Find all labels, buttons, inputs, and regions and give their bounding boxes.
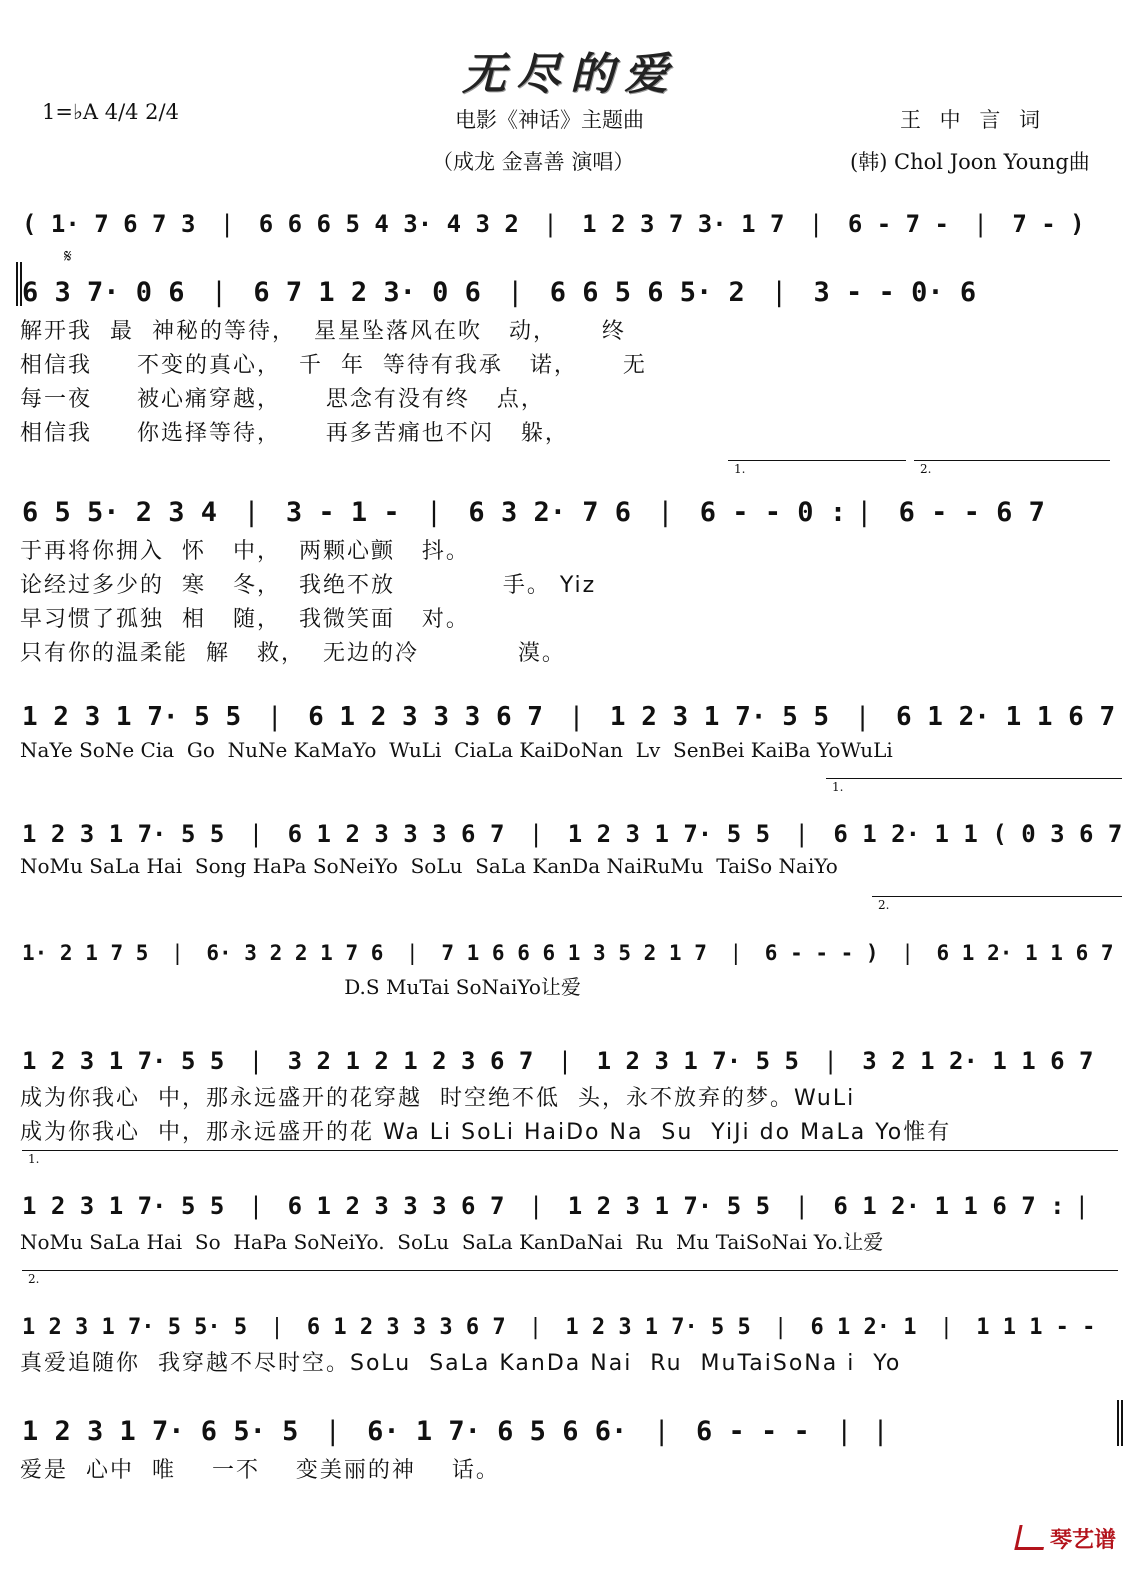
barline: | [528, 1192, 544, 1220]
barline: | [243, 497, 260, 528]
measure-notes: ( 1· 7 6 7 3 [22, 210, 210, 238]
barline: | [568, 702, 585, 732]
volta-label: 1. [832, 780, 844, 794]
barline: | [324, 1416, 341, 1447]
volta-label: 2. [878, 898, 890, 912]
volta-label: 1. [734, 462, 746, 476]
barline: | [1074, 1192, 1090, 1220]
volta-bracket [914, 460, 1110, 461]
barline: | [939, 1315, 953, 1340]
measure-notes: 6 3 7· 0 6 [22, 277, 201, 308]
volta-bracket [22, 1150, 1118, 1151]
logo-icon [1014, 1525, 1048, 1550]
lyric-line: 成为你我心 中，那永远盛开的花穿越 时空绝不低 头，永不放弃的梦。WuLi [20, 1086, 856, 1111]
barline: | [270, 1315, 284, 1340]
barline: | [171, 941, 184, 965]
measure-notes: 7 - ) [997, 210, 1085, 238]
volta-bracket [22, 1270, 1118, 1271]
measure-notes: 1 2 3 1 7· 5 5 [594, 702, 845, 732]
notation-row [22, 1035, 1118, 1075]
barline: | [653, 1416, 670, 1447]
measure-notes: 6 1 2· 1 1 6 7 : [818, 1192, 1065, 1220]
measure-notes: 1 2 3 1 7· 5 5· 5 [22, 1315, 261, 1340]
lyric-line: 每一夜 被心痛穿越， 思念有没有终 点， [20, 387, 545, 412]
measure-notes: 6· 3 2 2 1 7 6 [193, 941, 397, 965]
notation-row [22, 808, 1123, 848]
barline: | [657, 497, 674, 528]
lyric-line: 早习惯了孤独 相 随， 我微笑面 对。 [20, 607, 470, 632]
measure-notes: 1 2 3 1 7· 5 5 [22, 1192, 239, 1220]
measure-notes: 1 2 3 1 7· 5 5 [553, 1192, 785, 1220]
notation-row [22, 488, 1118, 528]
lyric-line: 真爱追随你 我穿越不尽时空。SoLu SaLa KanDa Nai Ru MuTaiSoNa i Yo [20, 1351, 902, 1376]
measure-notes: 6 7 1 2 3· 0 6 [237, 277, 498, 308]
measure-notes: 1 2 3 1 7· 5 5 [22, 702, 257, 732]
watermark-logo [1017, 1523, 1116, 1554]
segno-icon: 𝄋 [64, 246, 72, 267]
notation-row [22, 1407, 1118, 1447]
measure-notes: 1 2 3 1 7· 6 5· 5 [22, 1416, 315, 1447]
lyricist: 王 中 言 词 [900, 108, 1047, 132]
barline: | [248, 1047, 264, 1075]
barline: | [729, 941, 743, 965]
measure-notes: 1 2 3 7 3· 1 7 [567, 210, 799, 238]
barline: | [425, 497, 443, 528]
barline: | [794, 820, 809, 848]
volta-bracket [728, 460, 906, 461]
notation-row [22, 198, 1118, 238]
measure-notes: 6 1 2· 1 1 ( 0 3 6 7 [818, 820, 1123, 848]
barline: | [507, 277, 524, 308]
lyric-line: NaYe SoNe Cia Go NuNe KaMaYo WuLi CiaLa KaiDoNan Lv SenBei KaiBa YoWuLi [20, 738, 893, 762]
measure-notes: 3 - - 0· 6 [797, 277, 977, 308]
measure-notes: 6 1 2· 1 1 6 7 [880, 702, 1116, 732]
singers: （成龙 金喜善 演唱） [432, 150, 635, 174]
lyric-line: 解开我 最 神秘的等待， 星星坠落风在吹 动， 终 [20, 319, 626, 344]
measure-notes: 1 2 3 1 7· 5 5 [582, 1047, 814, 1075]
measure-notes: 6 1 2· 1 [797, 1315, 930, 1340]
measure-notes: 6 - - - [679, 1416, 827, 1447]
volta-bracket [826, 778, 1122, 779]
composer: (韩) Chol Joon Young曲 [850, 150, 1090, 174]
measure-notes: 1 2 3 1 7· 5 5 [22, 1047, 239, 1075]
lyric-line: 成为你我心 中，那永远盛开的花 Wa Li SoLi HaiDo Na Su YiJi do MaLa Yo惟有 [20, 1120, 952, 1145]
barline: | [856, 497, 873, 528]
measure-notes: 6 1 2 3 3 3 6 7 [273, 1192, 519, 1220]
barline: | [771, 277, 788, 308]
volta-label: 2. [920, 462, 932, 476]
measure-notes: 6 3 2· 7 6 [452, 497, 648, 528]
notation-row [22, 1180, 1118, 1220]
measure-notes: 3 - 1 - [269, 497, 416, 528]
barline: | [872, 1416, 889, 1447]
volta-bracket [872, 896, 1122, 897]
lyric-line: 相信我 不变的真心， 千 年 等待有我承 诺， 无 [20, 353, 647, 378]
barline: | [219, 210, 235, 238]
lyric-line: 论经过多少的 寒 冬， 我绝不放 手。 Yiz [20, 573, 597, 598]
measure-notes: 6· 1 7· 6 5 6 6· [350, 1416, 644, 1447]
barline: | [823, 1047, 838, 1075]
repeat-start-bar [20, 262, 22, 306]
measure-notes: 7 1 6 6 6 1 3 5 2 1 7 [428, 941, 720, 965]
barline: | [266, 702, 283, 732]
notation-row [22, 692, 1118, 732]
volta-label: 1. [28, 1152, 40, 1166]
lyric-line: 只有你的温柔能 解 救， 无边的冷 漠。 [20, 641, 566, 666]
barline: | [248, 820, 264, 848]
measure-notes: 6 1 2 3 3 3 6 7 [293, 1315, 519, 1340]
measure-notes: 6 - 7 - [833, 210, 964, 238]
measure-notes: 3 2 1 2· 1 1 6 7 [847, 1047, 1094, 1075]
watermark-text: 琴艺谱 [1049, 1528, 1116, 1553]
measure-notes: 1· 2 1 7 5 [22, 941, 162, 965]
barline: | [248, 1192, 264, 1220]
lyric-line: 于再将你拥入 怀 中， 两颗心颤 抖。 [20, 539, 470, 564]
repeat-start-bar [16, 262, 18, 306]
barline: | [854, 702, 871, 732]
measure-notes: 1 2 3 1 7· 5 5 [22, 820, 239, 848]
lyric-line: NoMu SaLa Hai Song HaPa SoNeiYo SoLu SaLa KanDa NaiRuMu TaiSo NaiYo [20, 854, 838, 878]
barline: | [808, 210, 824, 238]
lyric-line: D.S MuTai SoNaiYo让爱 [20, 975, 581, 999]
barline: | [774, 1315, 788, 1340]
barline: | [528, 1315, 543, 1340]
measure-notes: 6 1 2 3 3 3 6 7 [273, 820, 519, 848]
barline: | [901, 941, 914, 965]
barline: | [557, 1047, 573, 1075]
measure-notes: 6 1 2 3 3 3 6 7 [292, 702, 559, 732]
measure-notes: 6 - - - ) [752, 941, 892, 965]
barline: | [528, 820, 544, 848]
lyric-line: 爱是 心中 唯 一不 变美丽的神 话。 [20, 1458, 500, 1483]
notation-row [22, 1300, 1118, 1340]
measure-notes: 6 - - 6 7 [882, 497, 1045, 528]
final-bar [1121, 1400, 1123, 1446]
barline: | [836, 1416, 853, 1447]
measure-notes: 6 5 5· 2 3 4 [22, 497, 234, 528]
lyric-line: NoMu SaLa Hai So HaPa SoNeiYo. SoLu SaLa KanDaNai Ru Mu TaiSoNai Yo.让爱 [20, 1230, 884, 1254]
barline: | [406, 941, 419, 965]
final-bar [1117, 1400, 1119, 1446]
measure-notes: 6 - - 0 : [683, 497, 847, 528]
barline: | [973, 210, 988, 238]
measure-notes: 3 2 1 2 1 2 3 6 7 [273, 1047, 548, 1075]
measure-notes: 1 2 3 1 7· 5 5 [552, 1315, 765, 1340]
measure-notes: 1 2 3 1 7· 5 5 [553, 820, 785, 848]
barline: | [794, 1192, 809, 1220]
volta-label: 2. [28, 1272, 40, 1286]
notation-row [22, 268, 1118, 308]
song-title: 无尽的爱 [462, 49, 678, 100]
measure-notes: 1 1 1 - - [962, 1315, 1096, 1340]
lyric-line: 相信我 你选择等待， 再多苦痛也不闪 躲， [20, 421, 569, 446]
barline: | [210, 277, 228, 308]
measure-notes: 6 1 2· 1 1 6 7 [923, 941, 1114, 965]
subtitle: 电影《神话》主题曲 [455, 108, 644, 132]
barline: | [543, 210, 558, 238]
measure-notes: 6 6 6 5 4 3· 4 3 2 [244, 210, 534, 238]
notation-row [22, 925, 1118, 965]
measure-notes: 6 6 5 6 5· 2 [533, 277, 762, 308]
key-signature: 1=♭A 4/4 2/4 [42, 100, 179, 124]
